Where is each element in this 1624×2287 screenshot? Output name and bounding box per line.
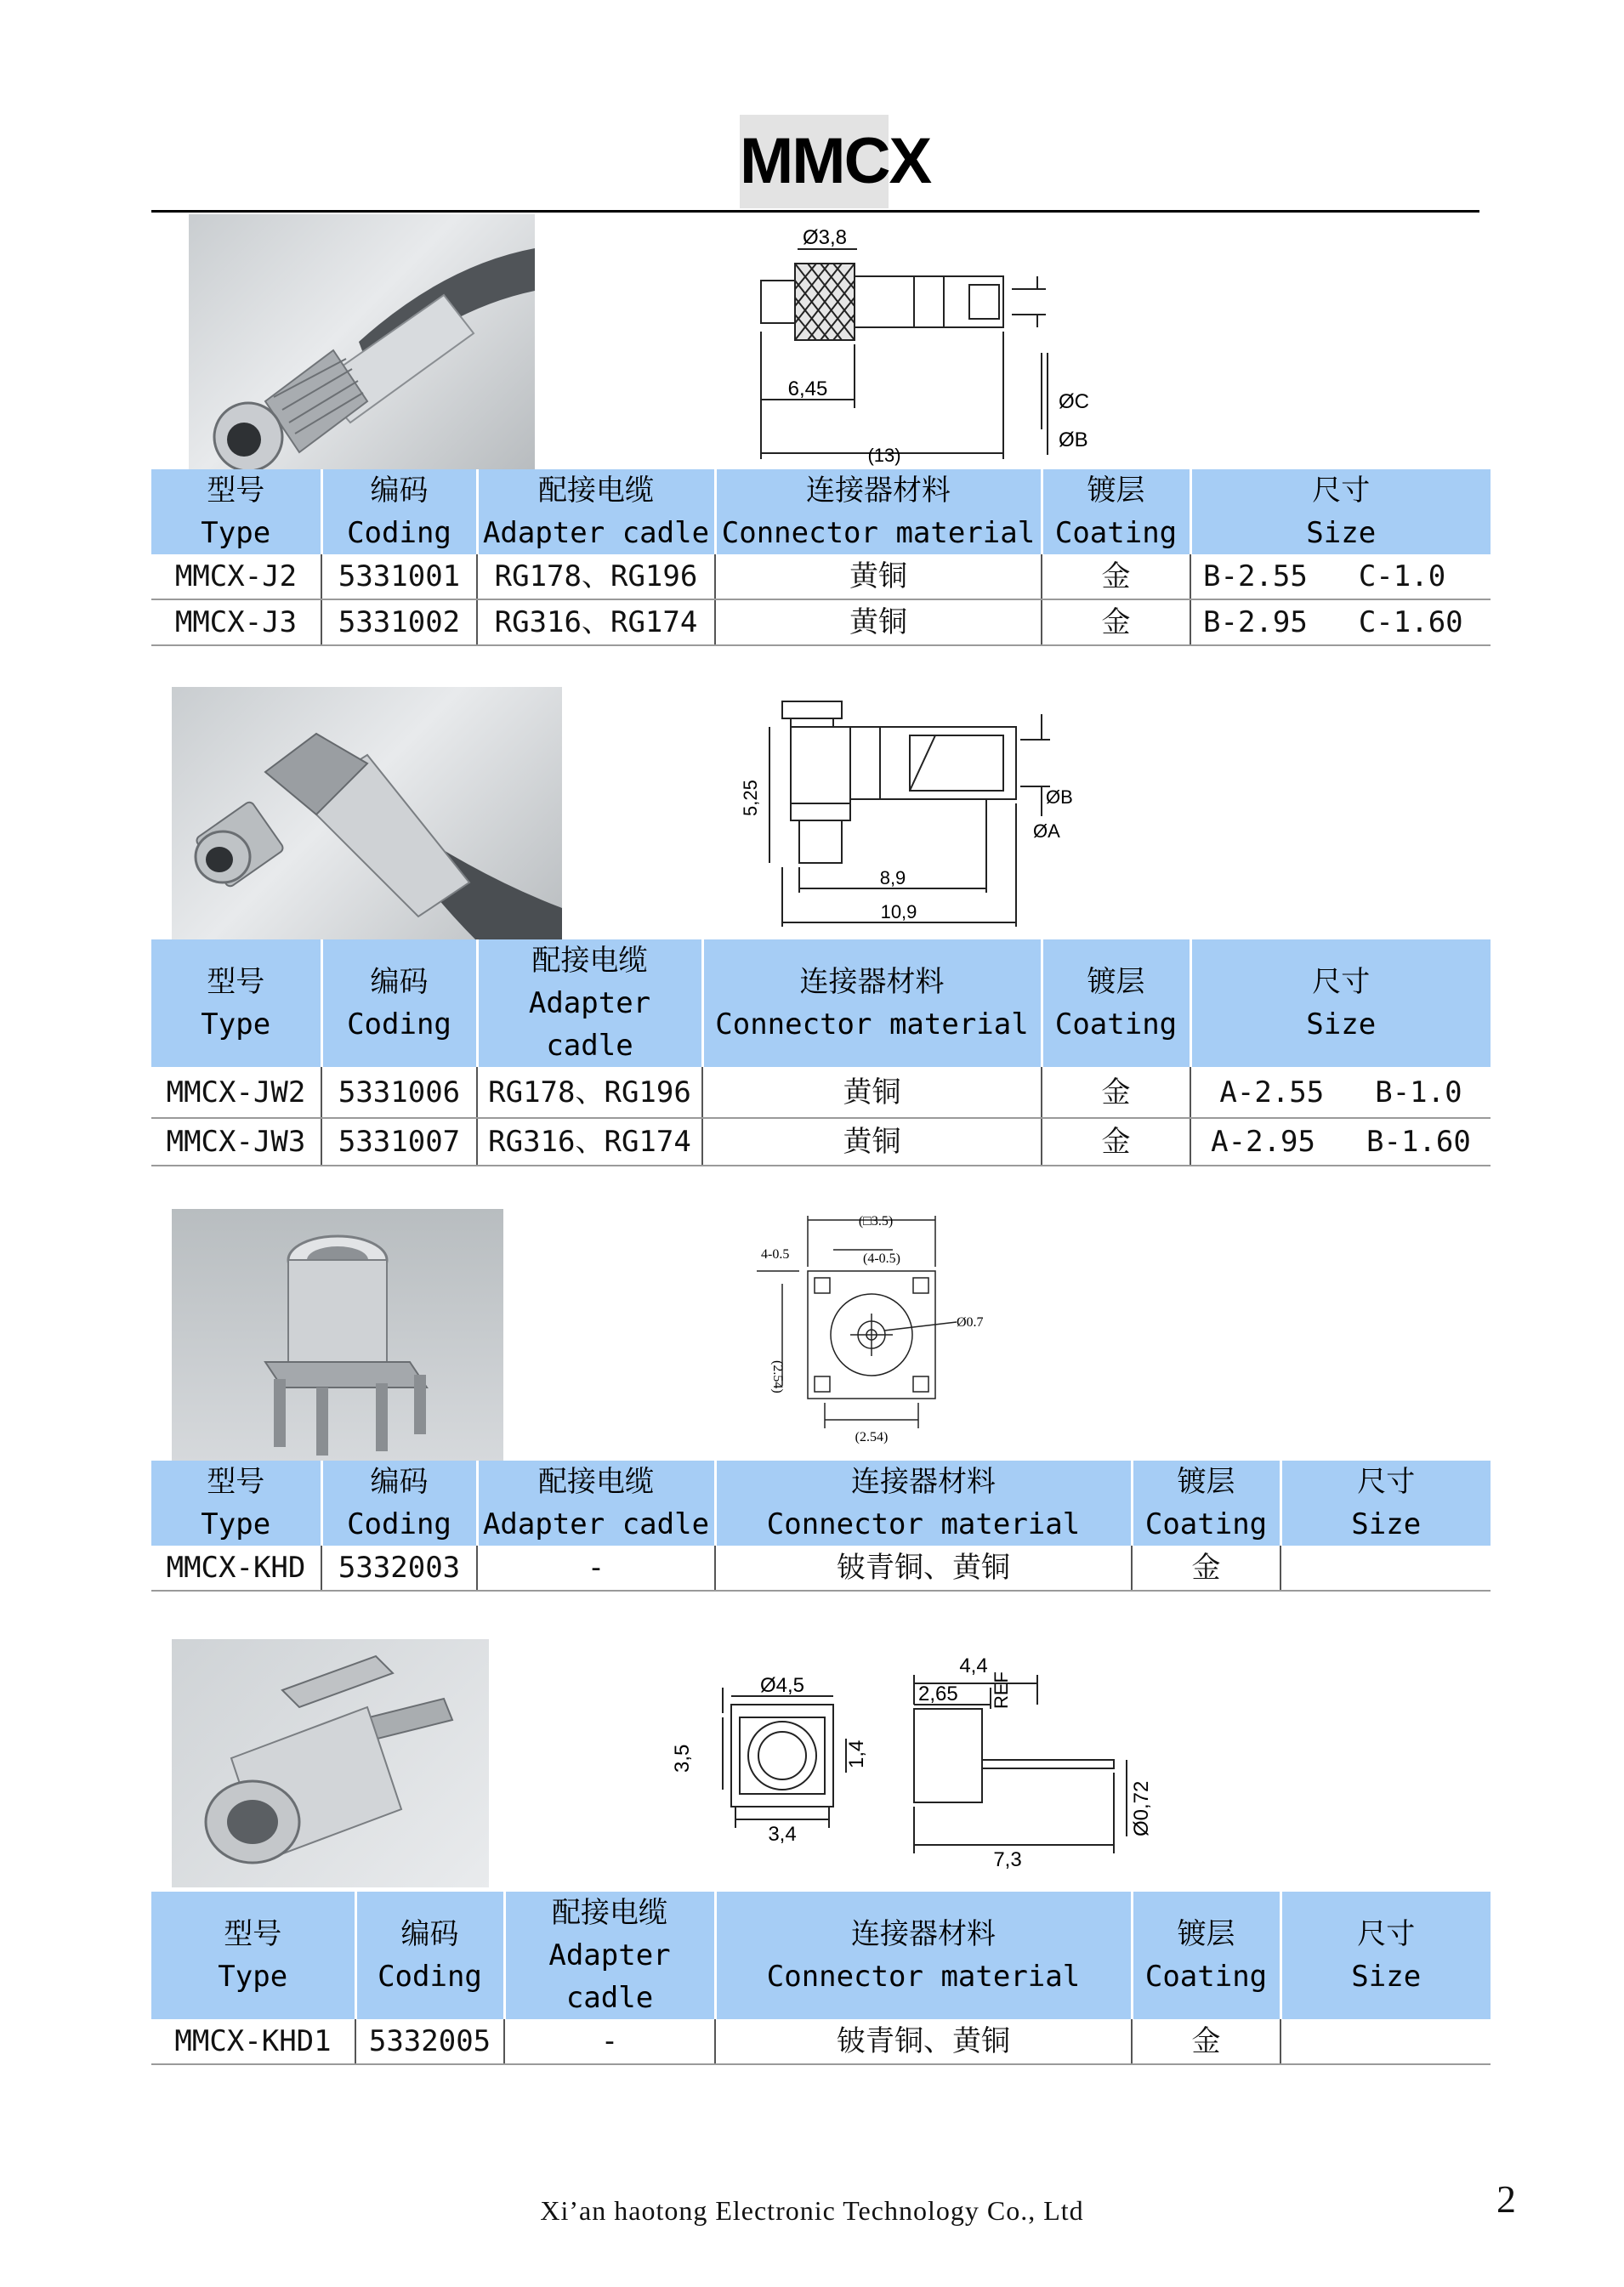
header-material: 连接器材料 Connector material xyxy=(702,939,1042,1067)
dim-label: 4-0.5 xyxy=(761,1247,790,1262)
dim-label: (4-0.5) xyxy=(863,1251,900,1266)
table-row: MMCX-J3 5331002 RG316、RG174 黄铜 金 B-2.95 C-1.60 xyxy=(151,599,1491,645)
header-size: 尺寸 Size xyxy=(1280,1892,1491,2019)
header-cable: 配接电缆 Adapter cadle xyxy=(477,469,715,554)
header-cable: 配接电缆 Adapter cadle xyxy=(504,1892,715,2019)
table-header-row xyxy=(151,939,1491,1067)
spec-table-mmcx-j xyxy=(151,469,1491,646)
header-size: 尺寸 Size xyxy=(1190,469,1491,554)
drawing-mmcx-khd1 xyxy=(663,1637,1173,1892)
page-title: MMCX xyxy=(740,115,889,208)
product-photo-mmcx-khd xyxy=(172,1209,503,1462)
header-coating: 镀层 Coating xyxy=(1042,939,1190,1067)
header-material: 连接器材料 Connector material xyxy=(715,1461,1132,1546)
table-row: MMCX-KHD 5332003 - 铍青铜、黄铜 金 xyxy=(151,1546,1491,1591)
spec-table-mmcx-jw xyxy=(151,939,1491,1166)
dim-label: ØB xyxy=(1059,428,1088,451)
header-coding: 编码 Coding xyxy=(321,1461,477,1546)
dim-label: ØB xyxy=(1046,786,1073,808)
dim-label: 6,45 xyxy=(787,377,828,400)
table-row: MMCX-J2 5331001 RG178、RG196 黄铜 金 B-2.55 C-1.0 xyxy=(151,554,1491,599)
header-size: 尺寸 Size xyxy=(1190,939,1491,1067)
dim-label: 2,65 xyxy=(918,1683,958,1705)
table-header-row xyxy=(151,1461,1491,1546)
header-type: 型号 Type xyxy=(151,1892,355,2019)
header-coating: 镀层 Coating xyxy=(1132,1461,1280,1546)
header-cable: 配接电缆 Adapter cadle xyxy=(477,1461,715,1546)
drawing-mmcx-j xyxy=(723,217,1105,472)
product-photo-mmcx-j2 xyxy=(189,214,535,469)
header-cable: 配接电缆 Adapter cadle xyxy=(477,939,702,1067)
dim-label: Ø3,8 xyxy=(802,226,848,249)
header-size: 尺寸 Size xyxy=(1280,1461,1491,1546)
dim-label: 7,3 xyxy=(993,1848,1022,1871)
dim-label: 1,4 xyxy=(845,1739,868,1768)
header-type: 型号 Type xyxy=(151,939,321,1067)
spec-table-mmcx-khd xyxy=(151,1461,1491,1592)
dim-label: 3,4 xyxy=(768,1823,797,1846)
dim-label: 10,9 xyxy=(880,901,917,922)
dim-label: 4,4 xyxy=(959,1654,988,1677)
dim-label: Ø0,72 xyxy=(1130,1780,1153,1836)
header-coding: 编码 Coding xyxy=(321,939,477,1067)
dim-label: 3,5 xyxy=(671,1744,694,1773)
dim-label: Ø4,5 xyxy=(759,1674,805,1697)
header-material: 连接器材料 Connector material xyxy=(715,1892,1132,2019)
dim-label: (2.54) xyxy=(855,1430,889,1444)
dim-label: ØA xyxy=(1033,820,1060,842)
header-type: 型号 Type xyxy=(151,1461,321,1546)
table-row: MMCX-JW2 5331006 RG178、RG196 黄铜 金 A-2.55 B-1.0 xyxy=(151,1067,1491,1118)
dim-label: 5,25 xyxy=(740,780,761,816)
product-photo-mmcx-khd1 xyxy=(172,1639,489,1887)
header-material: 连接器材料 Connector material xyxy=(715,469,1042,554)
header-type: 型号 Type xyxy=(151,469,321,554)
table-row: MMCX-JW3 5331007 RG316、RG174 黄铜 金 A-2.95 B-1.60 xyxy=(151,1118,1491,1166)
dim-label: (2.54) xyxy=(770,1360,785,1393)
page-number: 2 xyxy=(1496,2177,1516,2221)
header-coating: 镀层 Coating xyxy=(1132,1892,1280,2019)
dim-label: 8,9 xyxy=(879,867,906,888)
header-coding: 编码 Coding xyxy=(321,469,477,554)
drawing-mmcx-khd xyxy=(748,1212,1037,1458)
footer-company: Xi’an haotong Electronic Technology Co., Ltd xyxy=(540,2195,1084,2226)
table-header-row xyxy=(151,1892,1491,2019)
table-row: MMCX-KHD1 5332005 - 铍青铜、黄铜 金 xyxy=(151,2019,1491,2064)
dim-label: ØC xyxy=(1059,390,1089,413)
dim-label: Ø0.7 xyxy=(957,1315,984,1330)
title-rule xyxy=(151,210,1479,213)
dim-label: (□3.5) xyxy=(858,1214,894,1229)
header-coding: 编码 Coding xyxy=(355,1892,504,2019)
header-coating: 镀层 Coating xyxy=(1042,469,1190,554)
table-header-row xyxy=(151,469,1491,554)
drawing-mmcx-jw xyxy=(731,689,1122,935)
product-photo-mmcx-jw xyxy=(172,687,562,942)
spec-table-mmcx-khd1 xyxy=(151,1892,1491,2065)
dim-label: REF xyxy=(991,1671,1012,1709)
dim-label: (13) xyxy=(867,445,901,466)
